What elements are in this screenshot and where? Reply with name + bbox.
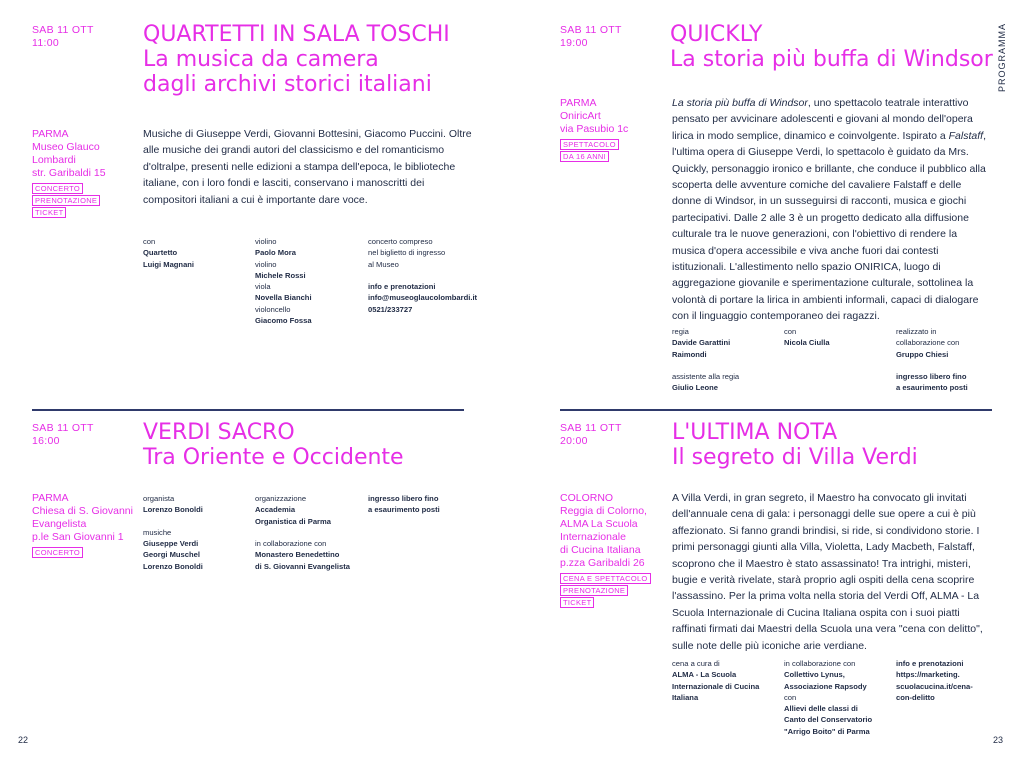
credit-value: info@museoglaucolombardi.it <box>368 293 478 303</box>
venue-city: PARMA <box>32 128 69 140</box>
event-date <box>32 422 94 448</box>
credit-value: ingresso libero fino <box>896 372 967 382</box>
credit-label: con <box>143 237 156 246</box>
credits-col-2 <box>255 493 365 572</box>
title-main: QUICKLY <box>670 22 763 47</box>
title-main: L'ULTIMA NOTA <box>672 420 838 445</box>
credit-label: violino <box>255 237 277 246</box>
venue-line: Reggia di Colorno, <box>560 505 647 517</box>
credit-value: con-delitto <box>896 692 935 702</box>
date-label: SAB 11 OTT <box>560 24 622 36</box>
tag-concerto: CONCERTO <box>32 183 83 194</box>
credits-col-2 <box>784 326 889 349</box>
credit-value: Associazione Rapsody <box>784 681 867 691</box>
credit-value: a esaurimento posti <box>368 505 440 515</box>
tag-prenotazione: PRENOTAZIONE <box>560 585 628 596</box>
tag-list <box>560 139 665 163</box>
venue-line: di Cucina Italiana <box>560 544 641 556</box>
credit-value: Monastero Benedettino <box>255 550 340 560</box>
credit-value: Georgi Muschel <box>143 550 200 560</box>
credit-label <box>143 516 248 527</box>
venue-address: p.zza Garibaldi 26 <box>560 557 645 569</box>
credit-value: Davide Garattini <box>672 338 731 348</box>
tag-spettacolo: SPETTACOLO <box>560 139 619 150</box>
credits-col-3 <box>368 493 478 516</box>
credit-value: Italiana <box>672 692 699 702</box>
credit-label <box>896 360 996 371</box>
event-venue <box>560 97 665 163</box>
title-main: QUARTETTI IN SALA TOSCHI <box>143 22 450 47</box>
time-label: 19:00 <box>560 37 588 49</box>
title-main: VERDI SACRO <box>143 420 295 445</box>
credit-label: con <box>784 692 797 702</box>
tag-list <box>32 547 140 559</box>
credit-value: Allievi delle classi di <box>784 704 858 714</box>
credit-label: regia <box>672 327 689 336</box>
credit-value: Organistica di Parma <box>255 516 331 526</box>
credit-label: con <box>784 327 797 336</box>
credits-col-3 <box>368 236 488 315</box>
title-sub: La musica da camera <box>143 47 379 72</box>
credit-label: in collaborazione con <box>784 659 856 668</box>
venue-city: PARMA <box>32 492 69 504</box>
venue-line: Chiesa di S. Giovanni <box>32 505 133 517</box>
event-venue <box>32 128 137 219</box>
venue-city: PARMA <box>560 97 597 109</box>
title-sub: Tra Oriente e Occidente <box>143 445 404 470</box>
credit-value: info e prenotazioni <box>368 282 436 292</box>
event-title <box>670 22 1000 72</box>
date-label: SAB 11 OTT <box>32 24 94 36</box>
description-part: , uno spettacolo teatrale interattivo pensato per avvicinare adolescenti e giovani al mondo dell'opera lirica in modo semplice, dinamico e coinvolgente. Ispirato a <box>672 97 973 142</box>
event-description: A Villa Verdi, in gran segreto, il Maestro ha convocato gli invitati dell'annuale cena di gala: i personaggi delle sue opere a cui è più affezionato. Si fanno grandi brindisi, si ride, si condividono storie. I primi personaggi giunti alla Villa, Violetta, Lady Macbeth, Falstaff, scoprono che il Maestro è stato assassinato! Tra intrighi, misteri, bugie e verità rivelate, starà proprio agli ospiti della cena scoprire l'assassino. Per la prima volta nella storia del Verdi Off, ALMA - La Scuola Internazionale di Cucina Italiana ospita con i suoi piatti raffinati firmati dai Maestri della Scuola una vera "cena con delitto", sulle note delle più iconiche arie verdiane. <box>672 492 983 652</box>
credit-value: Quartetto <box>143 248 178 258</box>
credit-label: organizzazione <box>255 494 307 503</box>
credits-col-1 <box>143 493 248 572</box>
venue-address: via Pasubio 1c <box>560 123 629 135</box>
tag-ticket: TICKET <box>560 597 594 608</box>
tag-prenotazione: PRENOTAZIONE <box>32 195 100 206</box>
credits-col-1 <box>143 236 248 270</box>
credit-label: realizzato in <box>896 327 937 336</box>
credit-label <box>672 360 777 371</box>
tag-ticket: TICKET <box>32 207 66 218</box>
credit-value: Giulio Leone <box>672 383 718 393</box>
credits-col-2 <box>784 658 889 737</box>
tag-cena-spettacolo: CENA E SPETTACOLO <box>560 573 651 584</box>
credit-value: Accademia <box>255 505 296 515</box>
divider-left <box>32 409 464 411</box>
page-number-right: 23 <box>993 735 1004 745</box>
credit-value: ingresso libero fino <box>368 494 439 503</box>
title-sub-2: dagli archivi storici italiani <box>143 72 432 97</box>
venue-line: Evangelista <box>32 518 87 530</box>
credit-label: assistente alla regia <box>672 372 740 382</box>
credit-value: https://marketing. <box>896 670 960 680</box>
credit-value: "Arrigo Boito" di Parma <box>784 726 870 736</box>
event-description <box>672 95 990 325</box>
credit-label: violoncello <box>255 304 291 314</box>
credits-col-3 <box>896 326 996 394</box>
credit-value: Giuseppe Verdi <box>143 539 199 549</box>
credit-value: ALMA - La Scuola <box>672 670 737 680</box>
venue-line: OniricArt <box>560 110 601 122</box>
description-italic: Falstaff <box>948 129 984 142</box>
credit-value: Paolo Mora <box>255 248 296 258</box>
credit-value: Lorenzo Bonoldi <box>143 505 203 515</box>
credit-value: Collettivo Lynus, <box>784 670 845 680</box>
tag-concerto: CONCERTO <box>32 547 83 558</box>
time-label: 11:00 <box>32 37 59 49</box>
credit-label: al Museo <box>368 259 399 269</box>
venue-city: COLORNO <box>560 492 614 504</box>
credit-value: Giacomo Fossa <box>255 316 312 326</box>
tag-list <box>32 183 137 219</box>
credit-label: musiche <box>143 527 172 537</box>
credit-value: Internazionale di Cucina <box>672 681 760 691</box>
credit-label: in collaborazione con <box>255 539 327 549</box>
event-venue <box>32 492 140 559</box>
time-label: 20:00 <box>560 435 588 447</box>
venue-address: p.le San Giovanni 1 <box>32 531 124 543</box>
credit-value: di S. Giovanni Evangelista <box>255 561 350 571</box>
title-sub: La storia più buffa di Windsor <box>670 47 993 72</box>
event-description: Musiche di Giuseppe Verdi, Giovanni Bottesini, Giacomo Puccini. Oltre alle musiche dei grandi autori del classicismo e del romanticismo d'oltralpe, presenti nelle edizioni a stampa dell'epoca, le biblioteche italiane, con i loro fondi e lasciti, conservano i manoscritti dei compositori italiani a cui è importante dare voce. <box>143 128 472 206</box>
venue-line: Lombardi <box>32 154 76 166</box>
credit-value: Lorenzo Bonoldi <box>143 561 203 571</box>
credit-value: info e prenotazioni <box>896 659 964 668</box>
credits-col-2 <box>255 236 360 326</box>
venue-line: ALMA La Scuola <box>560 518 638 530</box>
credit-label: cena a cura di <box>672 659 720 668</box>
credit-value: Luigi Magnani <box>143 259 195 269</box>
credit-label <box>368 270 488 281</box>
section-label: PROGRAMMA <box>997 22 1007 92</box>
credit-value: Canto del Conservatorio <box>784 715 873 725</box>
credit-value: 0521/233727 <box>368 304 413 314</box>
event-title <box>143 22 483 97</box>
date-label: SAB 11 OTT <box>560 422 622 434</box>
credit-label: collaborazione con <box>896 338 960 348</box>
description-part: , l'ultima opera di Giuseppe Verdi, lo spettacolo è guidato da Mrs. Quickly, personaggio ironico e brillante, che conduce il pubblico alla scoperta delle avventure comiche del cavaliere Falstaff e delle donne di Windsor, in un susseguirsi di racconti, musica e giochi partecipativi. Dalle 2 alle 3 è un progetto dedicato alla diffusione culturale tra le nuove generazioni, con l'obiettivo di rendere la musica d'opera accessibile e viva anche fuori dai contesti istituzionali. L'allestimento nello spazio ONIRICA, luogo di aggregazione giovanile e sperimentazione culturale, sottolinea la volontà di portare la lirica in ambienti informali, capaci di dialogare con il linguaggio contemporaneo dei ragazzi. <box>672 129 986 323</box>
divider-right <box>560 409 992 411</box>
credit-value: Raimondi <box>672 349 707 359</box>
credit-value: Gruppo Chiesi <box>896 349 949 359</box>
credit-label: nel biglietto di ingresso <box>368 248 446 258</box>
venue-line: Museo Glauco <box>32 141 100 153</box>
event-venue <box>560 492 668 609</box>
credit-value: Novella Bianchi <box>255 293 312 303</box>
credits-col-1 <box>672 326 777 394</box>
credit-label: violino <box>255 259 277 269</box>
event-date <box>560 24 622 50</box>
credit-value: Nicola Ciulla <box>784 338 830 348</box>
credit-label: viola <box>255 282 271 292</box>
event-date <box>32 24 94 50</box>
credit-value: Michele Rossi <box>255 270 306 280</box>
credits-col-3 <box>896 658 996 703</box>
date-label: SAB 11 OTT <box>32 422 94 434</box>
description-italic: La storia più buffa di Windsor <box>672 97 808 109</box>
credits-col-1 <box>672 658 777 703</box>
tag-list <box>560 573 668 609</box>
event-title <box>672 420 992 470</box>
credit-label: organista <box>143 494 175 503</box>
credit-label: concerto compreso <box>368 237 433 246</box>
credit-value: scuolacucina.it/cena- <box>896 681 973 691</box>
time-label: 16:00 <box>32 435 60 447</box>
event-date <box>560 422 622 448</box>
title-sub: Il segreto di Villa Verdi <box>672 445 918 470</box>
credit-value: a esaurimento posti <box>896 383 968 393</box>
venue-line: Internazionale <box>560 531 626 543</box>
page-number-left: 22 <box>18 735 29 745</box>
credit-label <box>255 527 365 538</box>
venue-address: str. Garibaldi 15 <box>32 167 106 179</box>
tag-age: DA 16 ANNI <box>560 151 609 162</box>
event-title <box>143 420 473 470</box>
